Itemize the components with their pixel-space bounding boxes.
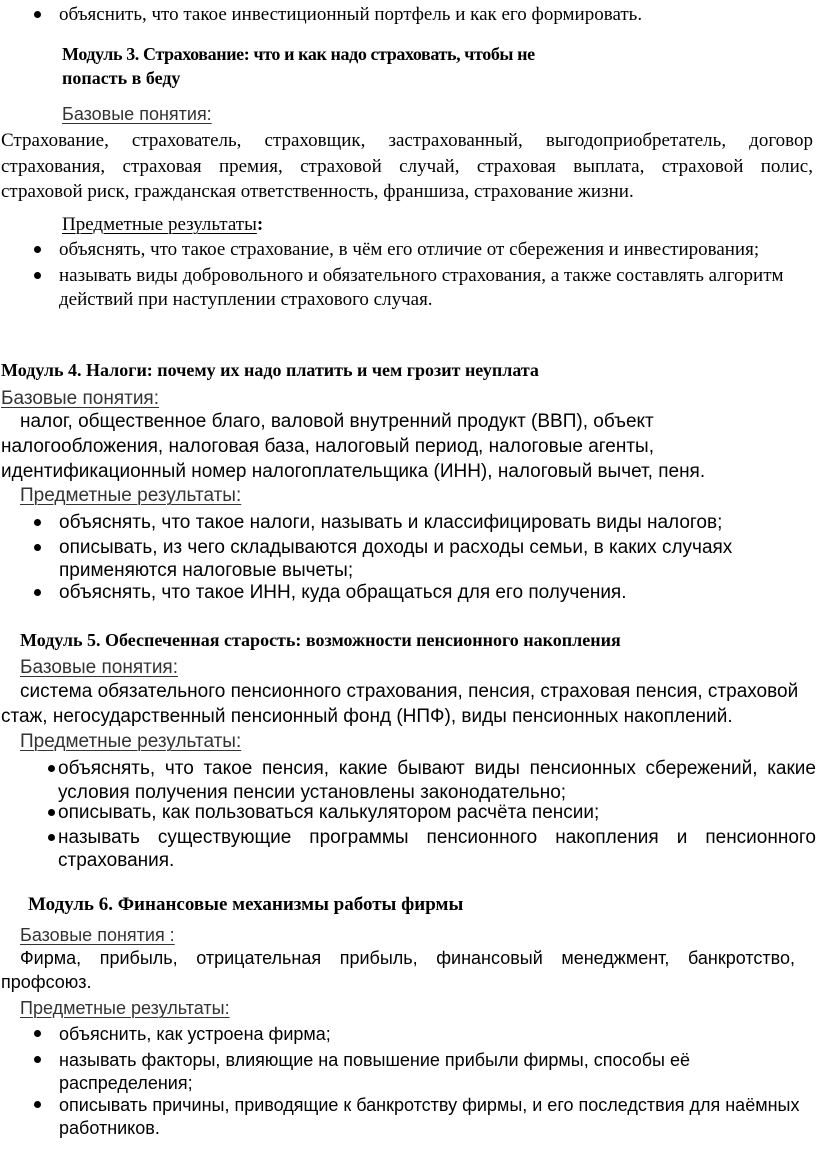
module3-title-line1: Модуль 3. Страхование: что и как надо страховать, чтобы не: [62, 44, 535, 64]
module6-title: Модуль 6. Финансовые механизмы работы фирмы: [28, 894, 464, 915]
module4-title: Модуль 4. Налоги: почему их надо платить и чем грозит неуплата: [1, 360, 539, 380]
module5-concepts-line-2: стаж, негосударственный пенсионный фонд (НПФ), виды пенсионных накоплений.: [1, 706, 733, 727]
module3-basic-label: Базовые понятия:: [62, 104, 212, 124]
module5-result-3-line1: называть существующие программы пенсионного накопления и пенсионного: [58, 827, 816, 848]
module3-results-heading: [62, 213, 263, 237]
module3-concepts-line-1: Страхование, страхователь, страховщик, застрахованный, выгодоприобретатель, договор: [1, 130, 813, 151]
module3-result-1: объяснять, что такое страхование, в чём его отличие от сбережения и инвестирования;: [59, 239, 760, 260]
module3-result-2-line2: действий при наступлении страхового случая.: [59, 289, 433, 310]
bullet-icon: [34, 544, 41, 551]
module3-concepts-line-3: страховой риск, гражданская ответственность, франшиза, страхование жизни.: [1, 181, 634, 202]
bullet-icon: [34, 1056, 41, 1063]
module5-result-1-line1: объяснять, что такое пенсия, какие бывают виды пенсионных сбережений, какие: [58, 758, 816, 779]
bullet-icon: [34, 11, 41, 18]
bullet-icon: [48, 834, 55, 841]
module4-result-2-line2: применяются налоговые вычеты;: [59, 560, 354, 581]
module6-result-1: объяснить, как устроена фирма;: [59, 1024, 331, 1044]
module3-result-2-line1: называть виды добровольного и обязательного страхования, а также составлять алгоритм: [59, 265, 784, 286]
module4-concepts-line-2: налогообложения, налоговая база, налоговый период, налоговые агенты,: [1, 436, 654, 457]
module4-result-3: объяснять, что такое ИНН, куда обращаться для его получения.: [59, 582, 627, 603]
module6-result-2-line1: называть факторы, влияющие на повышение прибыли фирмы, способы её: [59, 1050, 690, 1070]
module3-results-colon: :: [256, 214, 264, 235]
bullet-icon: [48, 809, 55, 816]
bullet-icon: [34, 589, 41, 596]
bullet-icon: [34, 1030, 41, 1037]
module3-concepts-line-2: страхования, страховая премия, страховой случай, страховая выплата, страховой полис,: [1, 156, 813, 177]
module5-title: Модуль 5. Обеспеченная старость: возможности пенсионного накопления: [20, 630, 621, 650]
module3-results-label: Предметные результаты: [62, 214, 257, 235]
module4-result-2-line1: описывать, из чего складываются доходы и расходы семьи, в каких случаях: [59, 537, 733, 558]
module4-results-label: Предметные результаты:: [20, 485, 242, 506]
module5-result-1-line2: условия получения пенсии установлены законодательно;: [58, 782, 567, 803]
module6-basic-label: Базовые понятия :: [20, 925, 175, 945]
module6-concepts-line-2: профсоюз.: [1, 972, 92, 992]
module6-concepts-line-1: Фирма, прибыль, отрицательная прибыль, финансовый менеджмент, банкротство,: [20, 948, 795, 968]
bullet-icon: [34, 519, 41, 526]
module6-results-label: Предметные результаты:: [20, 998, 230, 1018]
module5-basic-label: Базовые понятия:: [20, 657, 179, 678]
module4-concepts-line-1: налог, общественное благо, валовой внутренний продукт (ВВП), объект: [20, 411, 654, 432]
module4-result-1: объяснять, что такое налоги, называть и классифицировать виды налогов;: [59, 512, 723, 533]
module3-title-line2: попасть в беду: [62, 68, 181, 88]
module6-result-2-line2: распределения;: [59, 1073, 193, 1093]
bullet-icon: [34, 272, 41, 279]
module6-result-3-line2: работников.: [59, 1118, 160, 1138]
bullet-icon: [34, 1101, 41, 1108]
bullet-icon: [34, 246, 41, 253]
bullet-icon: [48, 765, 55, 772]
module6-result-3-line1: описывать причины, приводящие к банкротству фирмы, и его последствия для наёмных: [59, 1095, 800, 1115]
module4-basic-label: Базовые понятия:: [1, 388, 160, 409]
module5-concepts-line-1: система обязательного пенсионного страхования, пенсия, страховая пенсия, страховой: [20, 681, 799, 702]
module5-result-3-line2: страхования.: [58, 850, 175, 871]
module5-result-2: описывать, как пользоваться калькулятором расчёта пенсии;: [58, 802, 600, 823]
module4-concepts-line-3: идентификационный номер налогоплательщика (ИНН), налоговый вычет, пеня.: [1, 461, 706, 482]
top-bullet-text: объяснить, что такое инвестиционный портфель и как его формировать.: [59, 4, 643, 25]
module5-results-label: Предметные результаты:: [20, 731, 242, 752]
